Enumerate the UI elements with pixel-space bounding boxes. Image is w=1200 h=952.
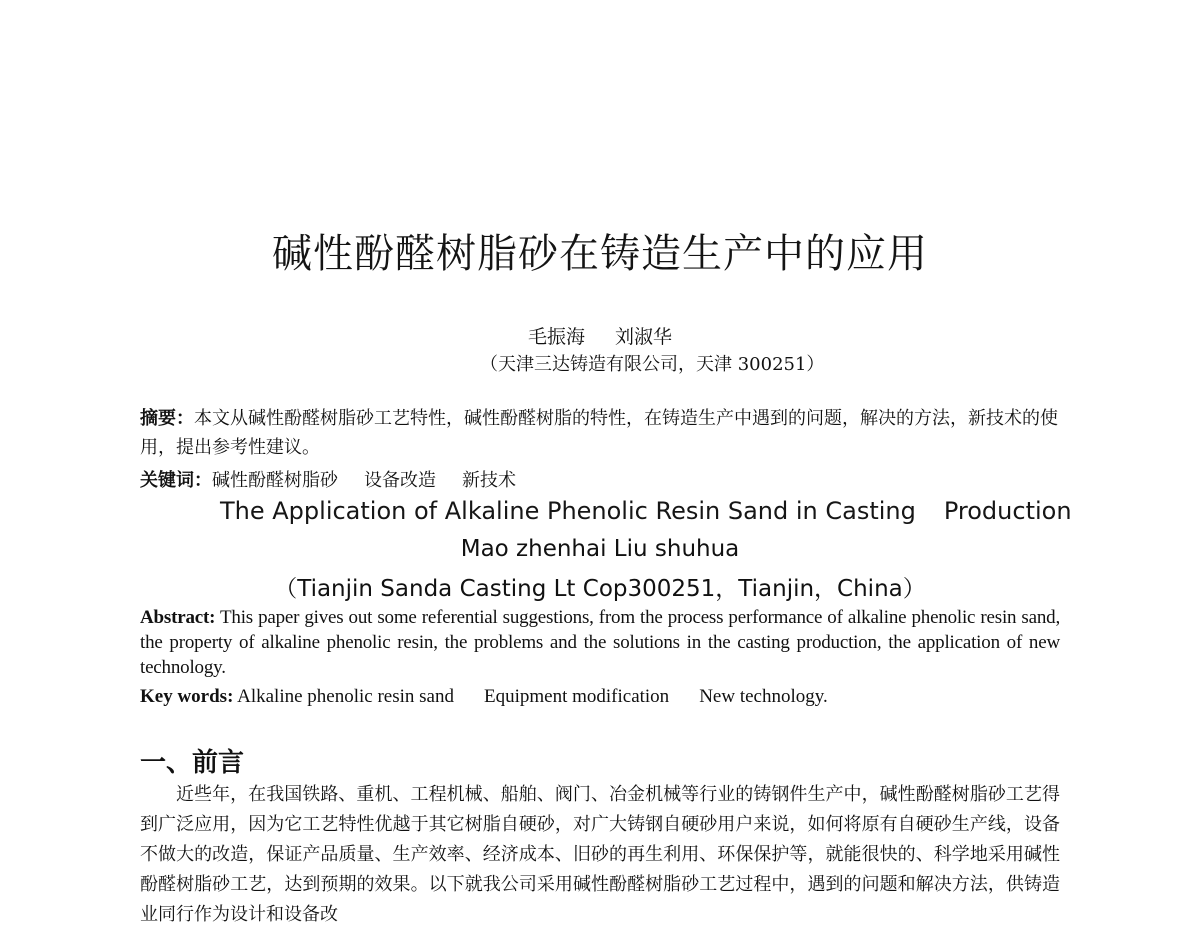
abstract-zh (140, 404, 1060, 462)
keyword-en-1: Alkaline phenolic resin sand (233, 686, 454, 707)
body-paragraph: 近些年，在我国铁路、重机、工程机械、船舶、阀门、冶金机械等行业的铸钢件生产中，碱性酚醛树脂砂工艺得到广泛应用，因为它工艺特性优越于其它树脂自硬砂，对广大铸钢自硬砂用户来说，如何将原有自硬砂生产线，设备不做大的改造，保证产品质量、生产效率、经济成本、旧砂的再生利用、环保保护等，就能很快的、科学地采用碱性酚醛树脂砂工艺，达到预期的效果。以下就我公司采用碱性酚醛树脂砂工艺过程中，遇到的问题和解决方法，供铸造业同行作为设计和设备改 (140, 784, 1060, 925)
keywords-en-label: Key words: (140, 686, 234, 707)
abstract-zh-label: 摘要： (140, 408, 194, 429)
keyword-zh-1: 碱性酚醛树脂砂 (212, 470, 338, 491)
abstract-zh-text: 本文从碱性酚醛树脂砂工艺特性，碱性酚醛树脂的特性，在铸造生产中遇到的问题，解决的方法，新技术的使用，提出参考性建议。 (140, 408, 1058, 458)
abstract-en (140, 605, 1060, 680)
paper-title-zh: 碱性酚醛树脂砂在铸造生产中的应用 (272, 231, 928, 277)
author-1-zh: 毛振海 (527, 326, 585, 348)
affiliation-zh: （天津三达铸造有限公司，天津 300251） (480, 354, 825, 375)
keywords-zh-label: 关键词： (140, 470, 212, 491)
paper-title-en-part1: The Application of Alkaline Phenolic Resin Sand in Casting (220, 497, 916, 525)
abstract-en-text: This paper gives out some referential suggestions, from the process performance of alkaline phenolic resin sand, the property of alkaline phenolic resin, the problems and the solutions in the casting production, the application of new technology. (140, 607, 1060, 678)
keyword-en-2: Equipment modification (483, 686, 670, 707)
keywords-en (140, 686, 828, 708)
author-2-zh: 刘淑华 (615, 326, 673, 348)
keyword-zh-3: 新技术 (462, 470, 516, 491)
keyword-en-3: New technology. (699, 686, 828, 707)
affiliation-en: （Tianjin Sanda Casting Lt Cop300251，Tianjin，China） (274, 576, 926, 602)
keywords-zh (140, 466, 516, 492)
paper-title-en-part2: Production (943, 497, 1072, 525)
keyword-zh-2: 设备改造 (364, 470, 436, 491)
authors-zh (0, 322, 1200, 349)
authors-en: Mao zhenhai Liu shuhua (460, 536, 740, 562)
section-heading-preface: 一、前言 (140, 748, 245, 778)
paper-title-en (220, 497, 1072, 525)
abstract-en-label: Abstract: (140, 607, 216, 628)
